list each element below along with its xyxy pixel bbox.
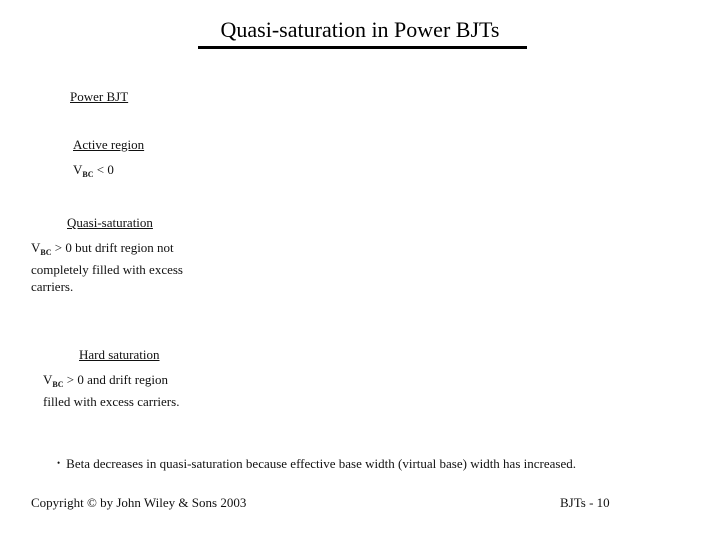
hard-saturation-label: Hard saturation — [79, 347, 160, 362]
footer-copyright: Copyright © by John Wiley & Sons 2003 — [31, 495, 247, 510]
vbc-symbol: V — [31, 240, 41, 255]
active-condition-text: < 0 — [93, 162, 114, 177]
hard-saturation-description — [43, 371, 179, 410]
quasi-saturation-label: Quasi-saturation — [67, 215, 153, 230]
hard-line-1 — [43, 371, 179, 393]
bullet-point — [57, 455, 697, 472]
active-region-label: Active region — [73, 137, 145, 152]
slide-title: Quasi-saturation in Power BJTs — [220, 17, 500, 42]
hard-line-2: filled with excess carriers. — [43, 394, 180, 409]
quasi-line-2: completely filled with excess — [31, 262, 183, 277]
bullet-icon: • — [57, 458, 61, 468]
quasi-saturation-description — [31, 239, 183, 295]
bullet-text: Beta decreases in quasi-saturation because effective base width (virtual base) width has increased. — [66, 456, 576, 471]
active-region-condition — [73, 161, 114, 183]
title-underline — [198, 46, 527, 49]
quasi-line-1 — [31, 239, 183, 261]
footer-page-number: BJTs - 10 — [560, 495, 610, 510]
vbc-subscript: BC — [52, 380, 64, 389]
vbc-subscript: BC — [82, 170, 94, 179]
hard-line-1-text: > 0 and drift region — [63, 372, 168, 387]
quasi-line-1-text: > 0 but drift region not — [51, 240, 174, 255]
power-bjt-label: Power BJT — [70, 89, 129, 104]
vbc-symbol: V — [73, 162, 83, 177]
vbc-subscript: BC — [40, 248, 52, 257]
quasi-line-3: carriers. — [31, 279, 74, 294]
vbc-symbol: V — [43, 372, 53, 387]
